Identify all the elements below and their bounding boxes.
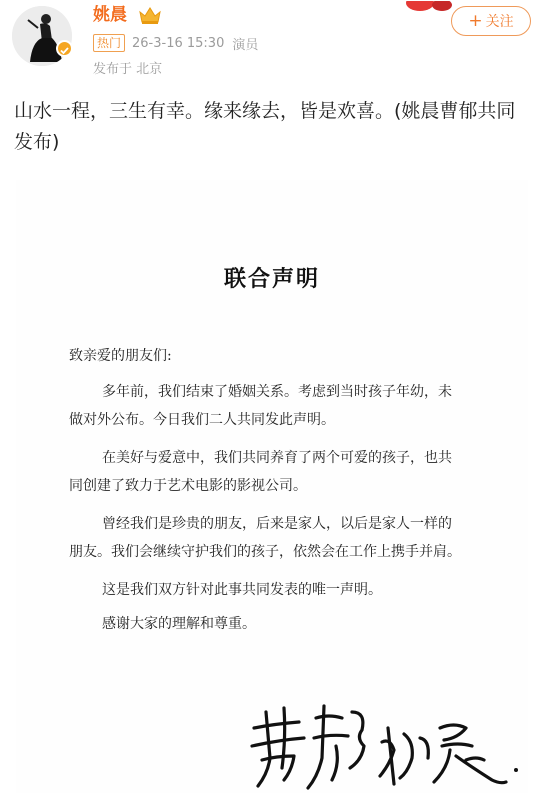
crown-icon xyxy=(138,5,162,29)
statement-closing-1: 这是我们双方针对此事共同发表的唯一声明。 xyxy=(102,582,382,598)
post-location: 发布于 北京 xyxy=(93,62,163,77)
username[interactable]: 姚晨 xyxy=(93,5,127,25)
hot-badge: 热门 xyxy=(93,34,125,52)
statement-paragraph-1-line-1: 多年前，我们结束了婚姻关系。考虑到当时孩子年幼，未 xyxy=(102,384,452,400)
statement-paragraph-2-line-2: 同创建了致力于艺术电影的影视公司。 xyxy=(69,478,307,494)
statement-paragraph-3-line-2: 朋友。我们会继续守护我们的孩子，依然会在工作上携手并肩。 xyxy=(69,544,461,560)
post-text: 山水一程，三生有幸。缘来缘去，皆是欢喜。(姚晨曹郁共同发布) xyxy=(14,100,516,153)
verified-badge-icon xyxy=(56,40,73,57)
corner-decoration xyxy=(400,0,460,14)
statement-closing-2: 感谢大家的理解和尊重。 xyxy=(102,616,256,632)
statement-image[interactable] xyxy=(16,180,528,793)
statement-paragraph-1-line-2: 做对外公布。今日我们二人共同发此声明。 xyxy=(69,412,335,428)
handwritten-signature xyxy=(244,698,524,797)
follow-label: 关注 xyxy=(485,14,514,30)
post-meta xyxy=(93,34,258,52)
statement-greeting: 致亲爱的朋友们: xyxy=(69,348,172,364)
post-date: 26-3-16 15:30 xyxy=(132,35,225,51)
statement-paragraph-3-line-1: 曾经我们是珍贵的朋友，后来是家人，以后是家人一样的 xyxy=(102,516,452,532)
follow-button[interactable] xyxy=(451,6,531,36)
user-role: 演员 xyxy=(232,37,259,53)
statement-paragraph-2-line-1: 在美好与爱意中，我们共同养育了两个可爱的孩子，也共 xyxy=(102,450,452,466)
statement-title: 联合声明 xyxy=(223,266,320,292)
plus-icon: + xyxy=(468,10,483,31)
